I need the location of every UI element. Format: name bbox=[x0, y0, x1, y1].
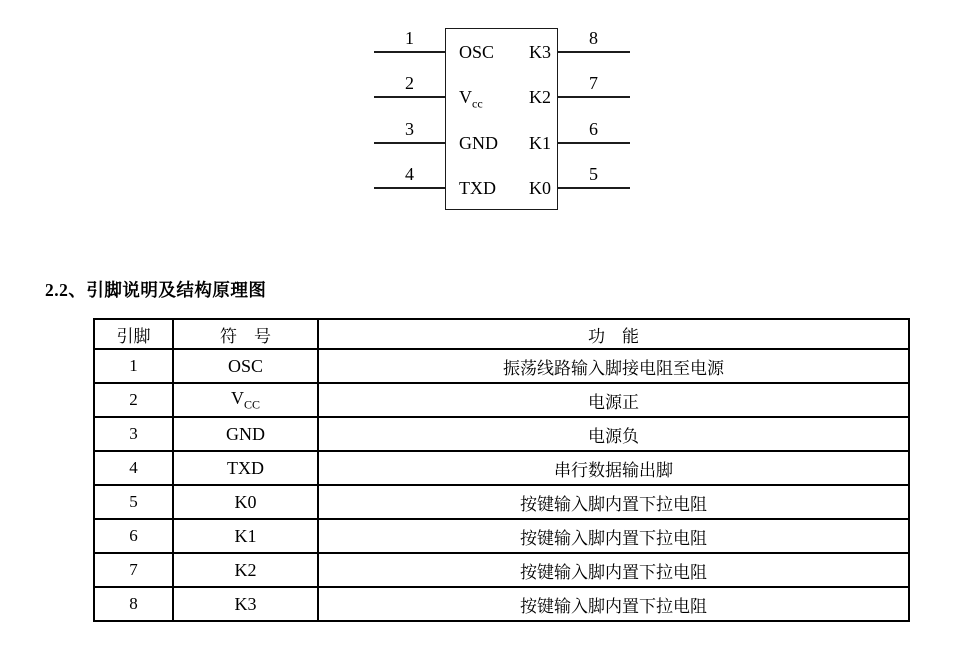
cell-function: 电源正 bbox=[318, 383, 909, 417]
cell-pin: 4 bbox=[94, 451, 173, 485]
pin-number: 2 bbox=[405, 73, 414, 93]
pin-label-txd bbox=[459, 176, 496, 200]
table-row bbox=[94, 519, 909, 553]
cell-pin: 8 bbox=[94, 587, 173, 621]
cell-function: 按键输入脚内置下拉电阻 bbox=[318, 587, 909, 621]
table-row bbox=[94, 553, 909, 587]
pin-label-text: TXD bbox=[459, 178, 496, 198]
table-row bbox=[94, 383, 909, 417]
pin-label-text: V bbox=[459, 87, 472, 107]
pin-label-k1 bbox=[529, 131, 551, 155]
pin-lead-line bbox=[557, 187, 630, 189]
table-row bbox=[94, 485, 909, 519]
pin-number: 5 bbox=[589, 164, 598, 184]
cell-symbol bbox=[173, 553, 318, 587]
column-header-symbol: 符 号 bbox=[173, 319, 318, 349]
pin-description-table bbox=[93, 318, 910, 622]
symbol-text: GND bbox=[226, 423, 265, 444]
pin-label-gnd bbox=[459, 131, 498, 155]
pin-label-text: K0 bbox=[529, 178, 551, 198]
pin-label-text: OSC bbox=[459, 42, 495, 62]
symbol-text: OSC bbox=[227, 355, 263, 376]
cell-symbol bbox=[173, 451, 318, 485]
cell-function: 振荡线路输入脚接电阻至电源 bbox=[318, 349, 909, 383]
pin-lead-line bbox=[374, 51, 445, 53]
cell-symbol bbox=[173, 519, 318, 553]
pin-lead-line bbox=[557, 96, 630, 98]
pin-label-text: K3 bbox=[529, 42, 551, 62]
cell-symbol bbox=[173, 349, 318, 383]
cell-symbol bbox=[173, 485, 318, 519]
pin-label-subscript: cc bbox=[472, 96, 483, 111]
table-row bbox=[94, 349, 909, 383]
symbol-text: K0 bbox=[234, 491, 257, 512]
pin-lead-line bbox=[374, 142, 445, 144]
pin-number: 8 bbox=[589, 28, 598, 48]
symbol-text: K1 bbox=[234, 525, 257, 546]
column-header-function: 功 能 bbox=[318, 319, 909, 349]
cell-function: 按键输入脚内置下拉电阻 bbox=[318, 519, 909, 553]
pin-label-text: K1 bbox=[529, 133, 551, 153]
pin-label-text: K2 bbox=[529, 87, 551, 107]
cell-function: 电源负 bbox=[318, 417, 909, 451]
pin-number: 3 bbox=[405, 119, 414, 139]
table-row bbox=[94, 417, 909, 451]
pin-label-osc bbox=[459, 40, 494, 64]
table-row bbox=[94, 587, 909, 621]
symbol-text: K3 bbox=[234, 593, 257, 614]
cell-pin: 1 bbox=[94, 349, 173, 383]
pin-number: 1 bbox=[405, 28, 414, 48]
pin-number: 7 bbox=[589, 73, 598, 93]
symbol-text: TXD bbox=[227, 457, 264, 478]
cell-pin: 5 bbox=[94, 485, 173, 519]
pin-label-k0 bbox=[529, 176, 551, 200]
pin-label-k2 bbox=[529, 85, 551, 109]
symbol-text: K2 bbox=[234, 559, 257, 580]
pin-lead-line bbox=[374, 96, 445, 98]
cell-pin: 7 bbox=[94, 553, 173, 587]
cell-function: 按键输入脚内置下拉电阻 bbox=[318, 553, 909, 587]
section-heading: 2.2、引脚说明及结构原理图 bbox=[45, 280, 267, 300]
cell-symbol bbox=[173, 417, 318, 451]
cell-pin: 6 bbox=[94, 519, 173, 553]
symbol-text: V bbox=[230, 387, 244, 408]
cell-function: 串行数据输出脚 bbox=[318, 451, 909, 485]
cell-function: 按键输入脚内置下拉电阻 bbox=[318, 485, 909, 519]
cell-symbol bbox=[173, 383, 318, 417]
symbol-subscript: CC bbox=[243, 397, 260, 412]
cell-symbol bbox=[173, 587, 318, 621]
pin-lead-line bbox=[374, 187, 445, 189]
table-row bbox=[94, 451, 909, 485]
pin-lead-line bbox=[557, 142, 630, 144]
cell-pin: 2 bbox=[94, 383, 173, 417]
table-header-row bbox=[94, 319, 909, 349]
pin-label-text: GND bbox=[459, 133, 498, 153]
pin-label-k3 bbox=[529, 40, 551, 64]
pin-label-vcc bbox=[459, 85, 483, 109]
column-header-pin: 引脚 bbox=[94, 319, 173, 349]
pin-number: 6 bbox=[589, 119, 598, 139]
pin-number: 4 bbox=[405, 164, 414, 184]
pin-lead-line bbox=[557, 51, 630, 53]
cell-pin: 3 bbox=[94, 417, 173, 451]
